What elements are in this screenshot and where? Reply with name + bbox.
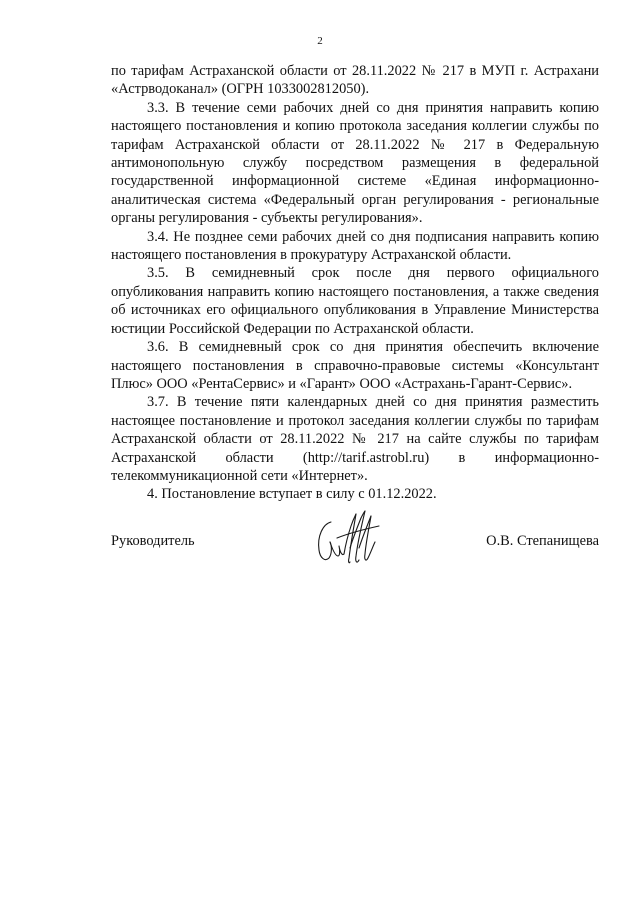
paragraph-3-7: 3.7. В течение пяти календарных дней со дня принятия разместить настоящее постановление и протокол заседания коллегии службы по тарифам Астраханской области от 28.11.2022 № 217 на сайте службы по тарифам Астраханской области (http://tarif.astrobl.ru) в информационно-телекоммуникационной сети «Интернет». [111,394,599,484]
page-number: 2 [317,35,323,47]
paragraph-continuation: по тарифам Астраханской области от 28.11.2022 № 217 в МУП г. Астрахани «Астрводоканал» (ОГРН 1033002812050). [111,63,599,98]
paragraph-3-6: 3.6. В семидневный срок со дня принятия обеспечить включение настоящего постановления в справочно-правовые системы «Консультант Плюс» ООО «РентаСервис» и «Гарант» ООО «Астрахань-Гарант-Сервис». [111,339,599,392]
handwritten-signature [309,508,389,570]
paragraph-3-5: 3.5. В семидневный срок после дня первого официального опубликования направить копию настоящего постановления, а также сведения об источниках его официального опубликования в Управление Министерства юстиции Российской Федерации по Астраханской области. [111,265,599,337]
signer-title: Руководитель [111,533,195,549]
paragraph-4: 4. Постановление вступает в силу с 01.12.2022. [147,486,437,503]
signer-name: О.В. Степанищева [486,533,599,549]
paragraph-3-3: 3.3. В течение семи рабочих дней со дня принятия направить копию настоящего постановления и копию протокола заседания коллегии службы по тарифам Астраханской области от 28.11.2022 № 217 в Федеральную антимонопольную службу посредством размещения в федеральной государственной информационной системе «Единая информационно-аналитическая система «Федеральный орган регулирования - региональные органы регулирования - субъекты регулирования». [111,99,599,227]
document-body [111,62,599,504]
paragraph-3-4: 3.4. Не позднее семи рабочих дней со дня подписания направить копию настоящего постановления в прокуратуру Астраханской области. [111,228,599,264]
signature-block [111,508,599,568]
